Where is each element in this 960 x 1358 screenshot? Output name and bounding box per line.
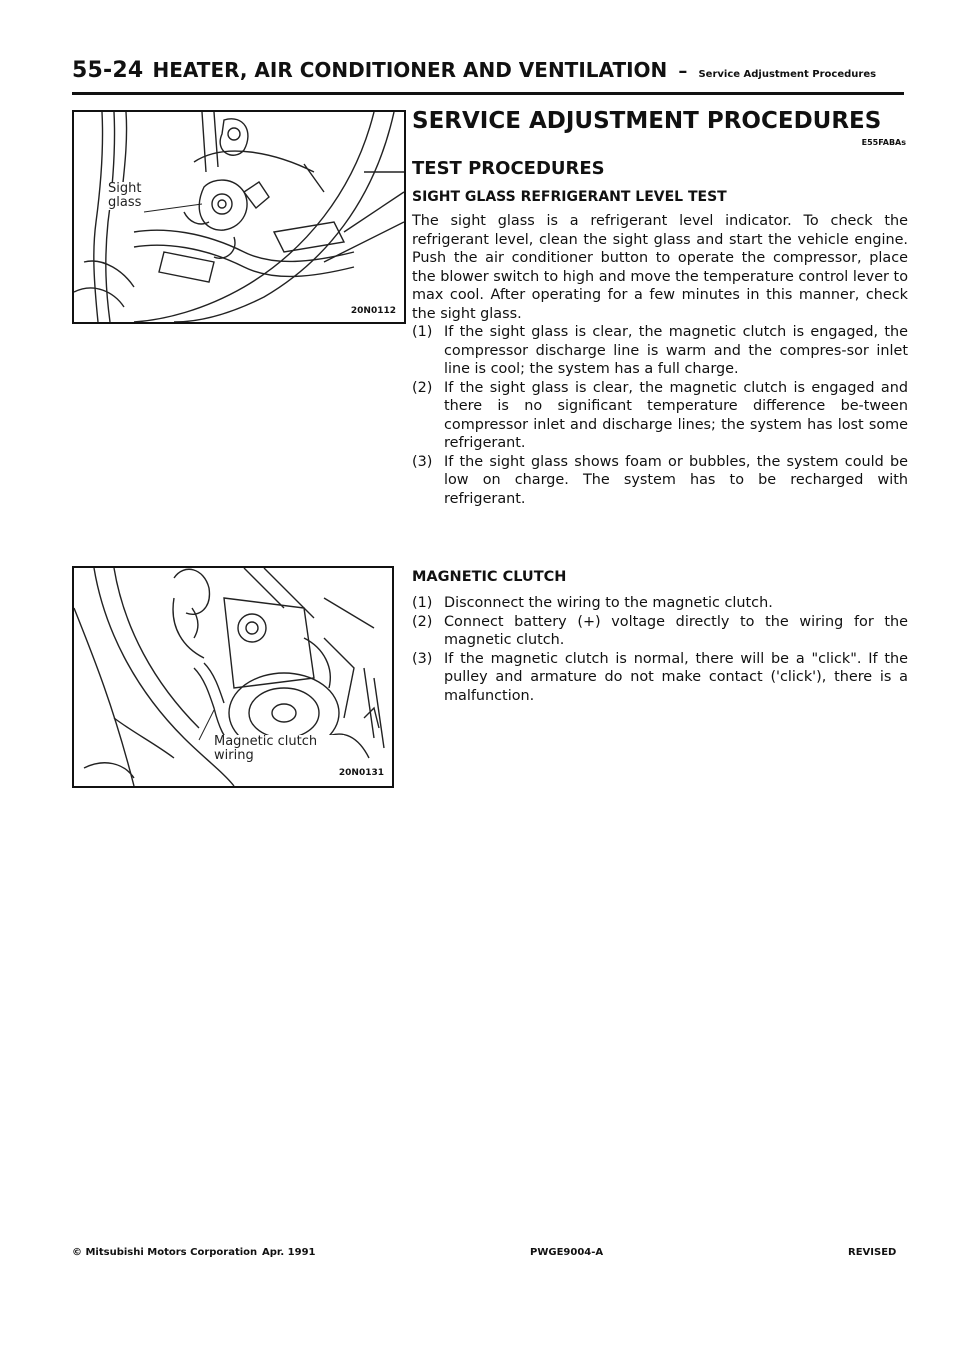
sight-glass-heading: SIGHT GLASS REFRIGERANT LEVEL TEST	[412, 189, 727, 205]
procedure-content	[412, 108, 908, 508]
item-number: (1)	[412, 595, 433, 611]
item-text: Connect battery (+) voltage directly to the wiring for the magnetic clutch.	[444, 613, 908, 648]
item-number: (2)	[412, 613, 433, 630]
item-number: (2)	[412, 379, 433, 396]
magnetic-clutch-section	[412, 568, 908, 705]
list-item	[412, 453, 908, 509]
list-item	[412, 594, 908, 613]
callout-sight-glass: Sight glass	[108, 182, 146, 210]
section-code: E55FABAs	[861, 138, 906, 147]
item-text: Disconnect the wiring to the magnetic clutch.	[444, 595, 773, 611]
figure-sight-glass	[72, 110, 406, 324]
item-text: If the sight glass shows foam or bubbles, the system could be low on charge. The system has to be recharged with refrigerant.	[444, 453, 908, 507]
chapter-title: HEATER, AIR CONDITIONER AND VENTILATION	[152, 58, 668, 82]
footer-status: REVISED	[848, 1247, 897, 1258]
item-number: (3)	[412, 650, 433, 667]
list-item	[412, 613, 908, 650]
footer-copyright: © Mitsubishi Motors Corporation	[72, 1247, 258, 1258]
header-separator: –	[678, 61, 688, 82]
magnetic-clutch-heading: MAGNETIC CLUTCH	[412, 569, 567, 585]
header-subtitle: Service Adjustment Procedures	[698, 69, 877, 80]
item-number: (1)	[412, 324, 433, 340]
item-text: If the sight glass is clear, the magnetic clutch is engaged and there is no significant temperature difference be-tween compressor inlet and discharge lines; the system has lost some refrigerant.	[444, 379, 908, 451]
item-text: If the sight glass is clear, the magnetic clutch is engaged, the compressor discharge line is warm and the compres-sor inlet line is cool; the system has a full charge.	[444, 324, 908, 377]
callout-magnetic-clutch-wiring: Magnetic clutch wiring	[214, 735, 344, 763]
sight-glass-illustration	[74, 112, 404, 322]
footer-date: Apr. 1991	[262, 1247, 316, 1258]
figure-magnetic-clutch	[72, 566, 394, 788]
list-item	[412, 379, 908, 453]
section-heading: TEST PROCEDURES	[412, 158, 605, 179]
page-number: 55-24	[72, 58, 144, 83]
figure-code: 20N0112	[350, 306, 396, 316]
page-header	[72, 58, 904, 95]
list-item	[412, 650, 908, 706]
item-number: (3)	[412, 453, 433, 470]
list-item	[412, 323, 908, 379]
footer-doc-code: PWGE9004-A	[530, 1247, 604, 1258]
sight-glass-intro: The sight glass is a refrigerant level indicator. To check the refrigerant level, clean the sight glass and start the vehicle engine. Push the air conditioner button to operate the compressor, place the blower switch to high and move the temperature control lever to max cool. After operating for a few minutes in this manner, check the sight glass.	[412, 213, 908, 322]
figure-code: 20N0131	[338, 768, 384, 778]
item-text: If the magnetic clutch is normal, there will be a "click". If the pulley and armature do not make contact ('click'), there is a malfunction.	[444, 650, 908, 704]
main-heading: SERVICE ADJUSTMENT PROCEDURES	[412, 108, 882, 134]
